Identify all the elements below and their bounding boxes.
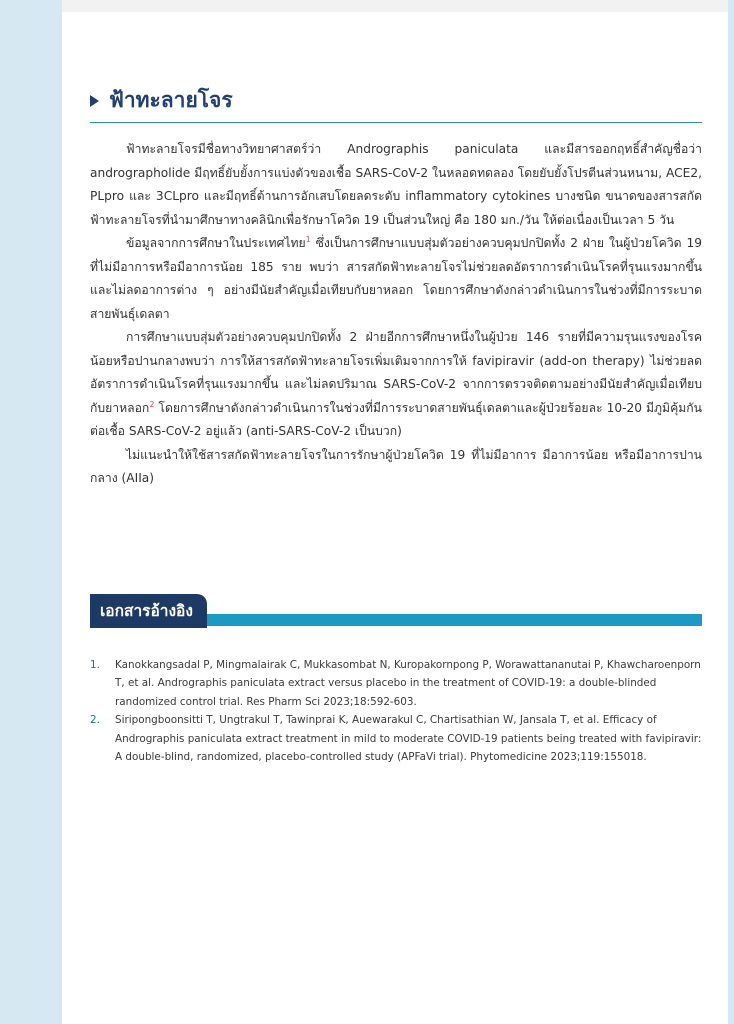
triangle-bullet-icon	[90, 95, 99, 107]
reference-number: 2.	[90, 714, 100, 727]
reference-item	[90, 656, 702, 711]
heading-divider	[90, 122, 702, 123]
section-heading	[90, 84, 233, 117]
body-content	[90, 138, 702, 491]
reference-number: 1.	[90, 659, 100, 671]
section-title-text: ฟ้าทะลายโจร	[109, 88, 233, 112]
reference-text: Kanokkangsadal P, Mingmalairak C, Mukkasombat N, Kuropakornpong P, Worawattananutai P, Khawcharoenporn T, et al. Andrographis paniculata extract versus placebo in the treatment of COVID-19: a double-blinded randomized control trial. Res Pharm Sci 2023;18:592-603.	[115, 659, 701, 708]
reference-list	[90, 656, 702, 766]
reference-text: Siripongboonsitti T, Ungtrakul T, Tawinprai K, Auewarakul C, Chartisathian W, Jansala T, et al. Efficacy of Andrographis paniculata extract treatment in mild to moderate COVID-19 patients being treated with favipiravir: A double-blind, randomized, placebo-controlled study (APFaVi trial). Phytomedicine 2023;119:155018.	[115, 714, 702, 764]
references-header	[90, 594, 702, 628]
page-margin-right	[728, 0, 734, 1024]
document-page	[62, 12, 728, 1024]
page-margin-left	[0, 0, 62, 1024]
citation-2-superscript: 2	[149, 399, 155, 409]
paragraph-2-text-b: ซึ่งเป็นการศึกษาแบบสุ่มตัวอย่างควบคุมปกปิดทั้ง 2 ฝ่าย ในผู้ป่วยโควิด 19 ที่ไม่มีอาการหรือมีอาการน้อย 185 ราย พบว่า สารสกัดฟ้าทะลายโจรไม่ช่วยลดอัตราการดำเนินโรคที่รุนแรงมากขึ้น และไม่ลดอาการต่าง ๆ อย่างมีนัยสำคัญเมื่อเทียบกับยาหลอก โดยการศึกษาดังกล่าวดำเนินการในช่วงที่มีการระบาดสายพันธุ์เดลตา	[90, 236, 702, 321]
paragraph-1: ฟ้าทะลายโจรมีชื่อทางวิทยาศาสตร์ว่า Andrographis paniculata และมีสารออกฤทธิ์สำคัญชื่อว่า andrographolide มีฤทธิ์ยับยั้งการแบ่งตัวของเชื้อ SARS-CoV-2 ในหลอดทดลอง โดยยับยั้งโปรตีนส่วนหนาม, ACE2, PLpro และ 3CLpro และมีฤทธิ์ต้านการอักเสบโดยลดระดับ inflammatory cytokines บางชนิด ขนาดของสารสกัดฟ้าทะลายโจรที่นำมาศึกษาทางคลินิกเพื่อรักษาโควิด 19 เป็นส่วนใหญ่ คือ 180 มก./วัน ให้ต่อเนื่องเป็นเวลา 5 วัน	[90, 142, 702, 227]
paragraph-2-text-a: ข้อมูลจากการศึกษาในประเทศไทย	[126, 236, 306, 250]
paragraph-2	[90, 232, 702, 326]
reference-item	[90, 711, 702, 766]
paragraph-4: ไม่แนะนำให้ใช้สารสกัดฟ้าทะลายโจรในการรักษาผู้ป่วยโควิด 19 ที่ไม่มีอาการ มีอาการน้อย หรือมีอาการปานกลาง (AIIa)	[90, 447, 702, 485]
paragraph-3-text-b: โดยการศึกษาดังกล่าวดำเนินการในช่วงที่มีการระบาดสายพันธุ์เดลตาและผู้ป่วยร้อยละ 10-20 มีภูมิคุ้มกันต่อเชื้อ SARS-CoV-2 อยู่แล้ว (anti-SARS-CoV-2 เป็นบวก)	[90, 400, 702, 438]
paragraph-3-text-a: การศึกษาแบบสุ่มตัวอย่างควบคุมปกปิดทั้ง 2 ฝ่ายอีกการศึกษาหนึ่งในผู้ป่วย 146 รายที่มีความรุนแรงของโรคน้อยหรือปานกลางพบว่า การให้สารสกัดฟ้าทะลายโจรเพิ่มเติมจากการให้ favipiravir (add-on therapy) ไม่ช่วยลดอัตราการดำเนินโรคที่รุนแรงมากขึ้น และไม่ลดปริมาณ SARS-CoV-2 จากการตรวจติดตามอย่างมีนัยสำคัญเมื่อเทียบกับยาหลอก	[90, 330, 702, 415]
paragraph-3	[90, 326, 702, 444]
references-title: เอกสารอ้างอิง	[90, 594, 207, 628]
citation-1-superscript: 1	[305, 234, 311, 244]
